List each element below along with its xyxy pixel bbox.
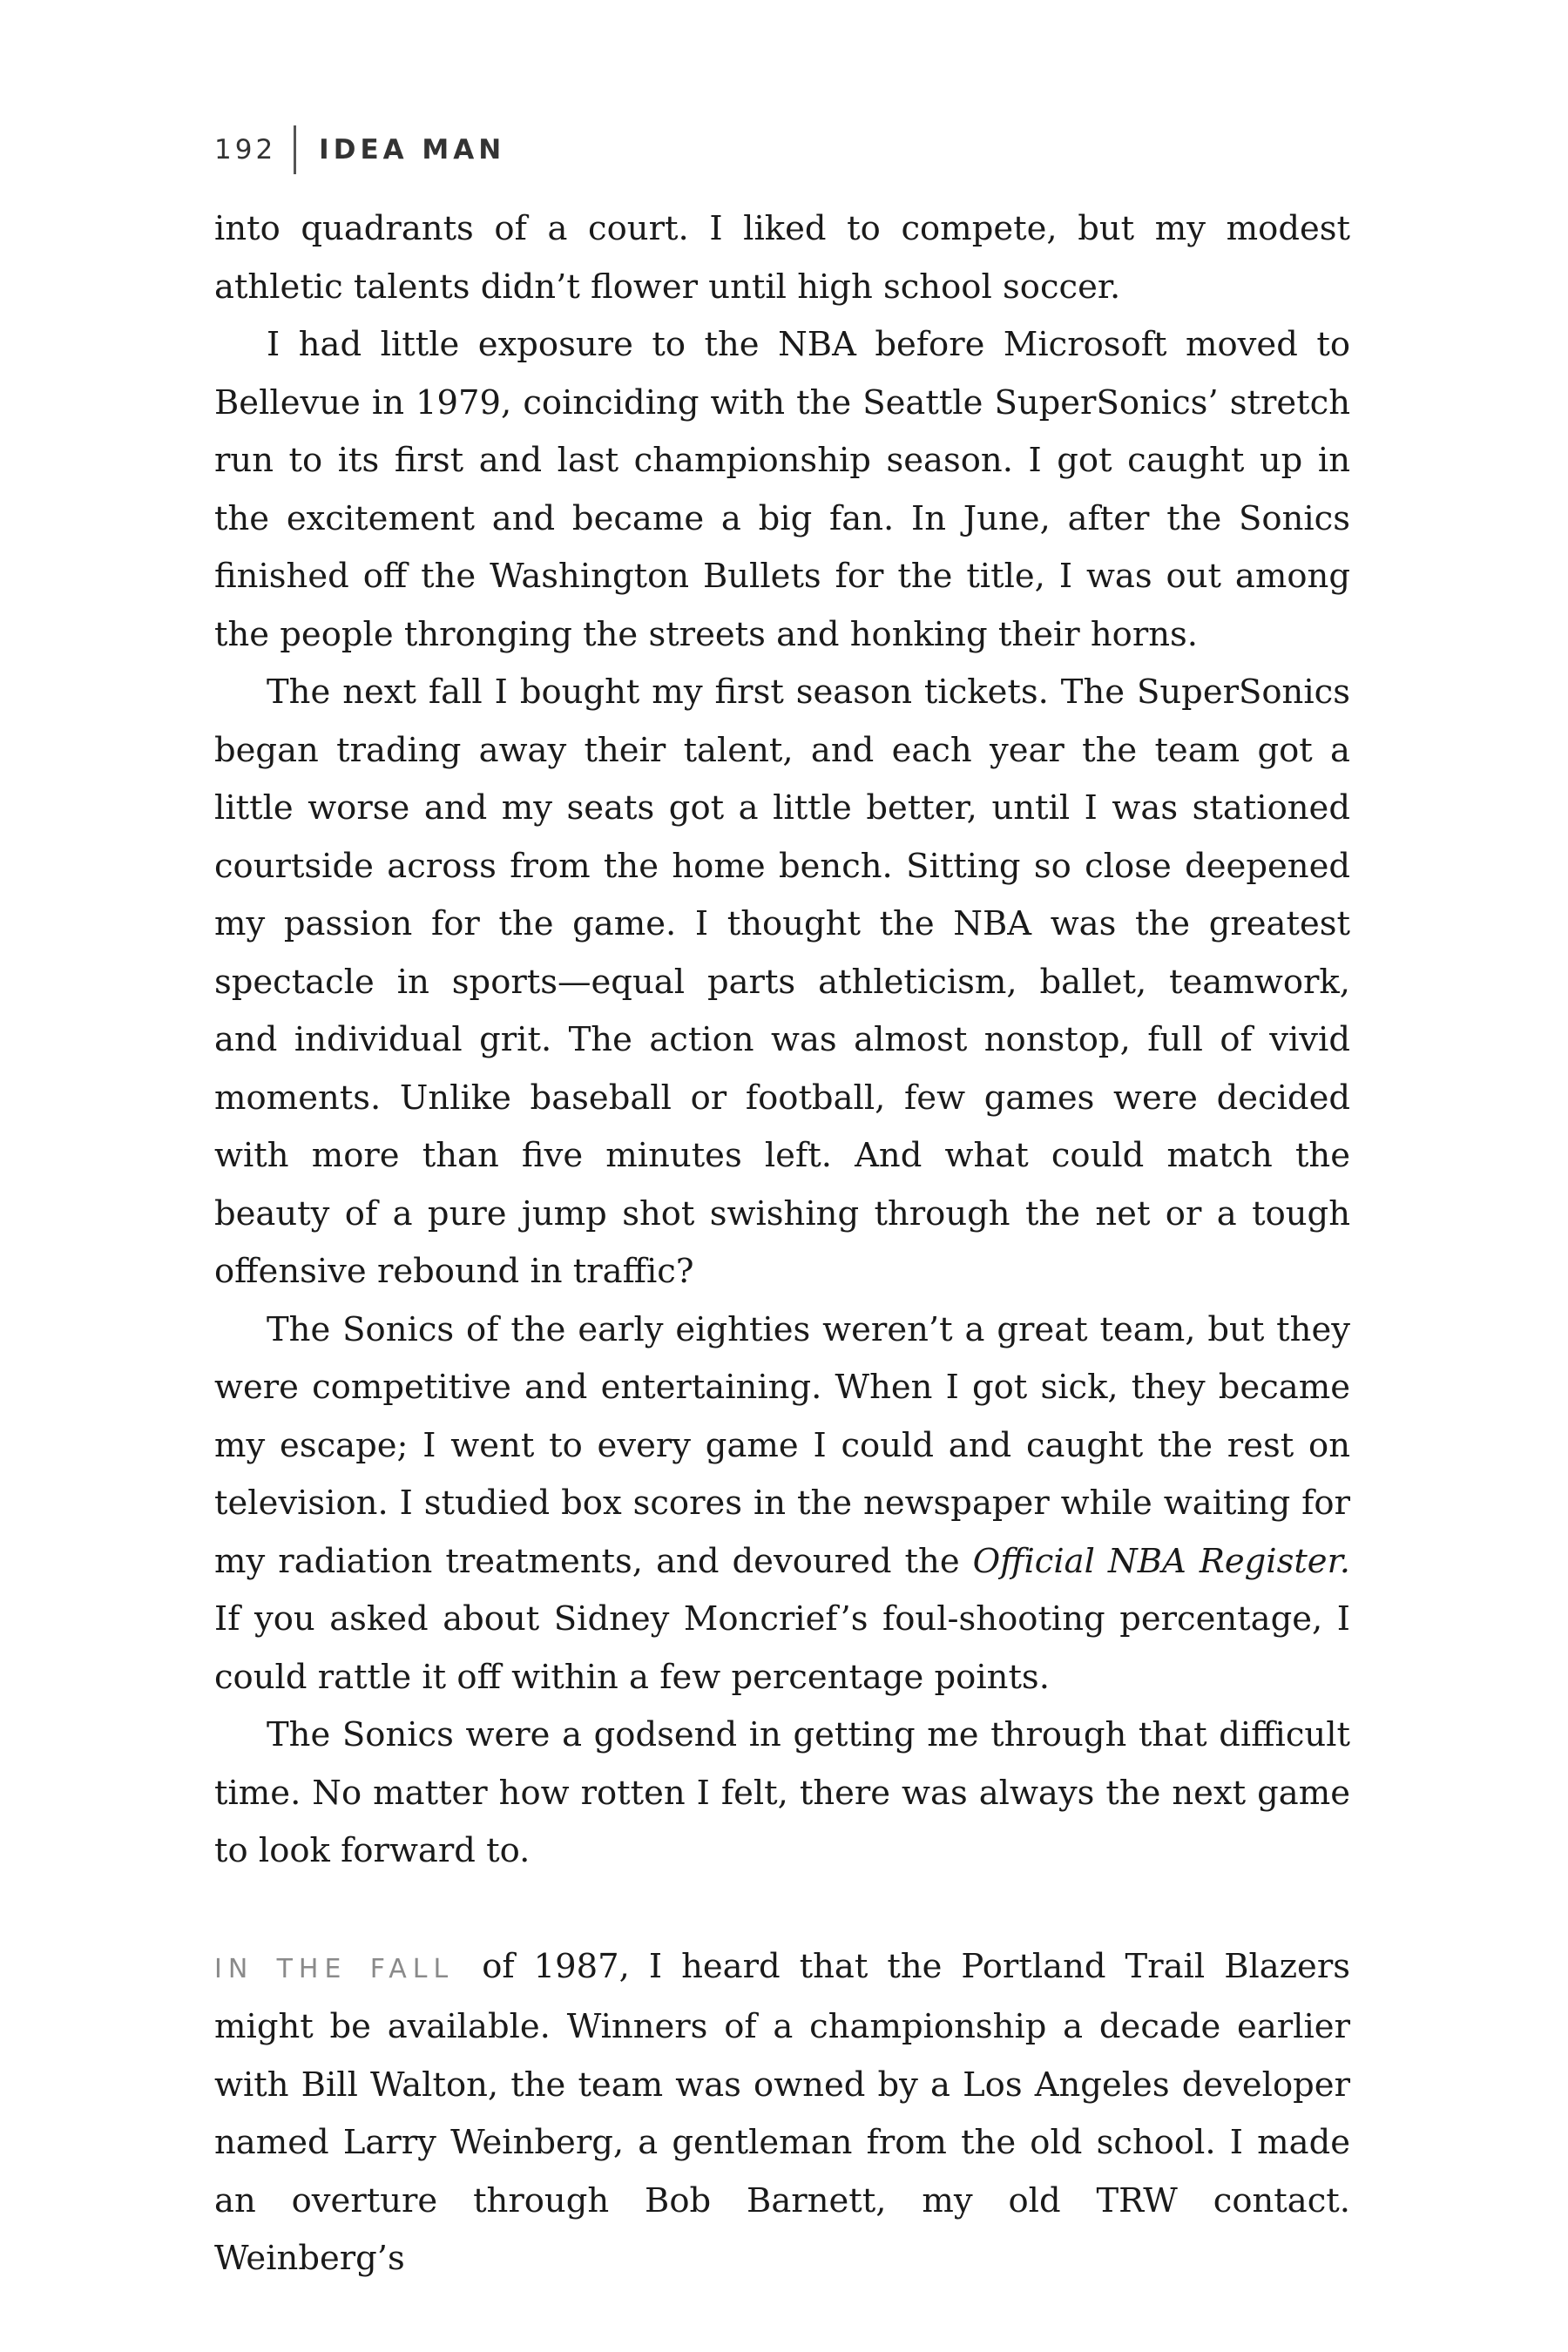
paragraph-3: The next fall I bought my first season tickets. The SuperSonics began trading away their talent, and each year the team got a little worse and my seats got a little better, until I was stationed courtside across from the home bench. Sitting so close deepened my passion for the game. I thought the NBA was the greatest spectacle in sports—equal parts athleticism, ballet, teamwork, and individual grit. The action was almost nonstop, full of vivid moments. Unlike baseball or football, few games were decided with more than five minutes left. And what could match the beauty of a pure jump shot swishing through the net or a tough offensive rebound in traffic? [214,672,1350,1291]
body-text [214,200,1350,2288]
paragraph-4 [214,1301,1350,1707]
book-title: IDEA MAN [319,134,506,166]
paragraph-4-text-b: If you asked about Sidney Moncrief’s foul-shooting percentage, I could rattle it off within a few percentage points. [214,1599,1350,1697]
section-paragraph [214,1938,1350,2288]
running-head [214,124,505,176]
paragraph-1: into quadrants of a court. I liked to compete, but my modest athletic talents didn’t flower until high school soccer. [214,209,1350,307]
page-number: 192 [214,134,277,166]
section-text: of 1987, I heard that the Portland Trail Blazers might be available. Winners of a championship a decade earlier with Bill Walton, the team was owned by a Los Angeles developer named Larry Weinberg, a gentleman from the old school. I made an overture through Bob Barnett, my old TRW contact. Weinberg’s [214,1946,1350,2278]
paragraph-5: The Sonics were a godsend in getting me through that difficult time. No matter how rotten I felt, there was always the next game to look forward to. [214,1715,1350,1870]
paragraph-4-text-a: The Sonics of the early eighties weren’t a great team, but they were competitive and entertaining. When I got sick, they became my escape; I went to every game I could and caught the rest on television. I studied box scores in the newspaper while waiting for my radiation treatments, and devoured the [214,1309,1350,1581]
header-divider [294,125,296,174]
paragraph-2: I had little exposure to the NBA before Microsoft moved to Bellevue in 1979, coinciding with the Seattle SuperSonics’ stretch run to its first and last championship season. I got caught up in the excitement and became a big fan. In June, after the Sonics finished off the Washington Bullets for the title, I was out among the people thronging the streets and honking their horns. [214,325,1350,654]
section-lead-in: IN THE FALL [214,1953,455,1984]
book-title-italic: Official NBA Register. [972,1541,1350,1581]
